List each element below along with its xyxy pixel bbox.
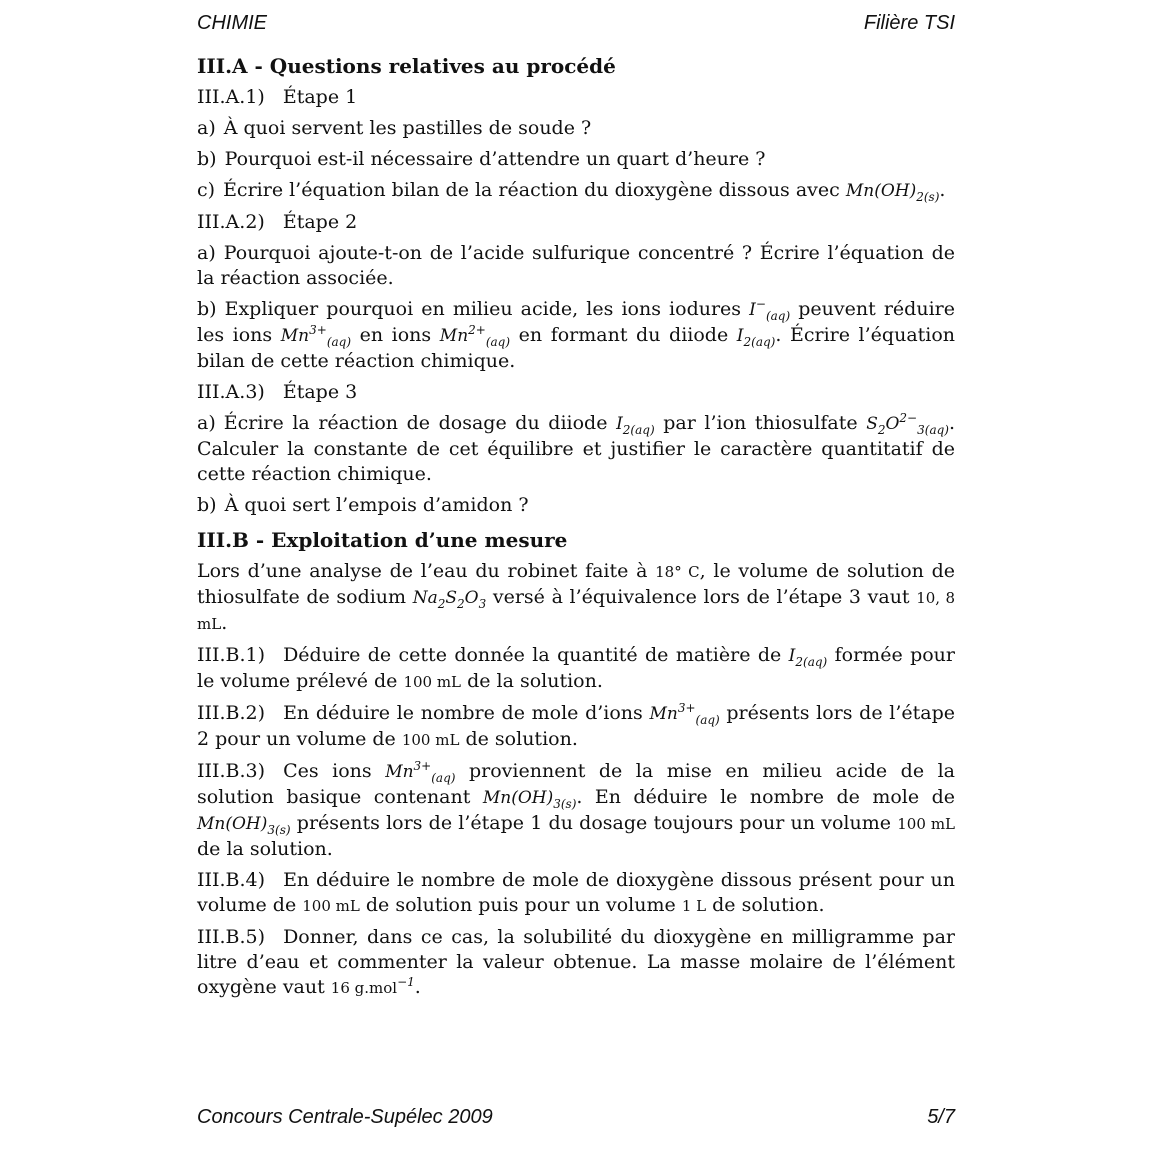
formula-mn-oh2: $Mn(OH)_{2(s)}$ (845, 181, 940, 204)
step1-question-b (197, 147, 955, 172)
formula-sodium-thiosulfate: $Na_2S_2O_3$ (412, 588, 487, 611)
question-label: a) (197, 117, 216, 139)
formula-mn3: $Mn^{3+}_{(aq)}$ (280, 323, 352, 349)
header-track: Filière TSI (863, 12, 955, 34)
question-label: III.B.2) (197, 702, 266, 724)
question-text: À quoi sert l’empois d’amidon ? (224, 494, 529, 516)
page-content (197, 52, 955, 1007)
section-b-title: III.B - Exploitation d’une mesure (197, 528, 568, 552)
formula-mn2: $Mn^{2+}_{(aq)}$ (439, 323, 511, 349)
section-a-title: III.A - Questions relatives au procédé (197, 54, 616, 78)
formula-i2: $I_{2(aq)}$ (736, 326, 776, 349)
question-b1: III.B.1) Déduire de cette donnée la quantité de matière de $I_{2(aq)}$ formée pour le volume prélevé de 100 mL de la solution. (197, 644, 955, 692)
temperature-value: 18° C (655, 563, 700, 581)
molar-mass-value: 16 g.mol$^{-1}$ (330, 975, 415, 997)
question-b5: III.B.5) Donner, dans ce cas, la solubilité du dioxygène en milligramme par litre d’eau et commenter la valeur obtenue. La masse molaire de l’élément oxygène vaut 16 g.mol$^{-1}$. (197, 926, 955, 998)
question-b4: III.B.4) En déduire le nombre de mole de dioxygène dissous présent pour un volume de 100 mL de solution puis pour un volume 1 L de solution. (197, 869, 955, 916)
formula-i2: $I_{2(aq)}$ (788, 646, 828, 669)
step3-label: III.A.3) (197, 381, 265, 403)
step3-heading (197, 380, 955, 405)
question-label: III.B.1) (197, 644, 266, 666)
question-label: b) (197, 148, 217, 170)
volume-value: 100 mL (403, 673, 462, 691)
formula-iodide: $I^-_{(aq)}$ (749, 297, 791, 323)
step1-heading (197, 85, 955, 110)
volume-value: 100 mL (897, 815, 955, 833)
question-label: a) (197, 412, 216, 434)
formula-mn-oh3: $Mn(OH)_{3(s)}$ (482, 788, 577, 811)
page-number: 5/7 (927, 1106, 955, 1128)
formula-i2: $I_{2(aq)}$ (616, 414, 655, 437)
volume-value: 100 mL (401, 731, 460, 749)
question-label: a) (197, 242, 216, 264)
formula-mn3: $Mn^{3+}_{(aq)}$ (385, 759, 456, 785)
header-subject: CHIMIE (197, 12, 267, 34)
step2-label: III.A.2) (197, 211, 265, 233)
step2-question-b: b) Expliquer pourquoi en milieu acide, les ions iodures $I^-_{(aq)}$ peuvent réduire les ions $Mn^{3+}_{(aq)}$ en ions $Mn^{2+}_{(aq)}$ en formant du diiode $I_{2(aq)}$. Écrire l’équation bilan de cette réaction chimique. (197, 297, 956, 372)
question-text: À quoi servent les pastilles de soude ? (223, 117, 592, 139)
question-b2: III.B.2) En déduire le nombre de mole d’ions $Mn^{3+}_{(aq)}$ présents lors de l’étape 2 pour un volume de 100 mL de solution. (197, 701, 955, 750)
question-text: Pourquoi est-il nécessaire d’attendre un quart d’heure ? (224, 148, 766, 170)
question-label: III.B.4) (197, 869, 266, 891)
step3-question-b (197, 493, 955, 518)
step3-question-a: a) Écrire la réaction de dosage du diiode $I_{2(aq)}$ par l’ion thiosulfate $S_2O^{2-}_{3(aq)}$. Calculer la constante de cet équilibre et justifier le caractère quantitatif de cette réaction chimique. (197, 411, 956, 485)
question-text: Pourquoi ajoute-t-on de l’acide sulfurique concentré ? Écrire l’équation de la réaction associée. (197, 242, 955, 289)
question-text: Écrire l’équation bilan de la réaction du dioxygène dissous avec (223, 179, 840, 201)
question-label: b) (197, 494, 217, 516)
footer-contest: Concours Centrale-Supélec 2009 (197, 1106, 493, 1128)
volume-value: 100 mL (302, 897, 360, 915)
volume-value: 1 L (681, 897, 707, 915)
step1-question-a (197, 116, 955, 141)
formula-thiosulfate: $S_2O^{2-}_{3(aq)}$ (866, 411, 949, 437)
question-label: b) (197, 298, 217, 320)
step1-label: III.A.1) (197, 86, 265, 108)
step3-title: Étape 3 (282, 381, 358, 403)
step2-title: Étape 2 (282, 211, 358, 233)
step2-question-a (197, 241, 955, 291)
question-b3: III.B.3) Ces ions $Mn^{3+}_{(aq)}$ proviennent de la mise en milieu acide de la solution basique contenant $Mn(OH)_{3(s)}$. En déduire le nombre de mole de $Mn(OH)_{3(s)}$ présents lors de l’étape 1 du dosage toujours pour un volume 100 mL de la solution. (197, 759, 956, 860)
question-label: c) (197, 179, 216, 201)
volume-value: 10, 8 mL (197, 589, 955, 633)
question-label: III.B.3) (197, 760, 266, 782)
formula-mn3: $Mn^{3+}_{(aq)}$ (649, 701, 720, 727)
step1-question-c: c) Écrire l’équation bilan de la réaction du dioxygène dissous avec $Mn(OH)_{2(s)}$. (197, 179, 946, 204)
section-b-intro: Lors d’une analyse de l’eau du robinet faite à 18° C, le volume de solution de thiosulfate de sodium $Na_2S_2O_3$ versé à l’équivalence lors de l’étape 3 vaut 10, 8 mL. (197, 560, 955, 634)
formula-mn-oh3: $Mn(OH)_{3(s)}$ (197, 814, 291, 837)
step1-title: Étape 1 (282, 86, 358, 108)
step2-heading (197, 210, 955, 235)
question-label: III.B.5) (197, 926, 266, 948)
